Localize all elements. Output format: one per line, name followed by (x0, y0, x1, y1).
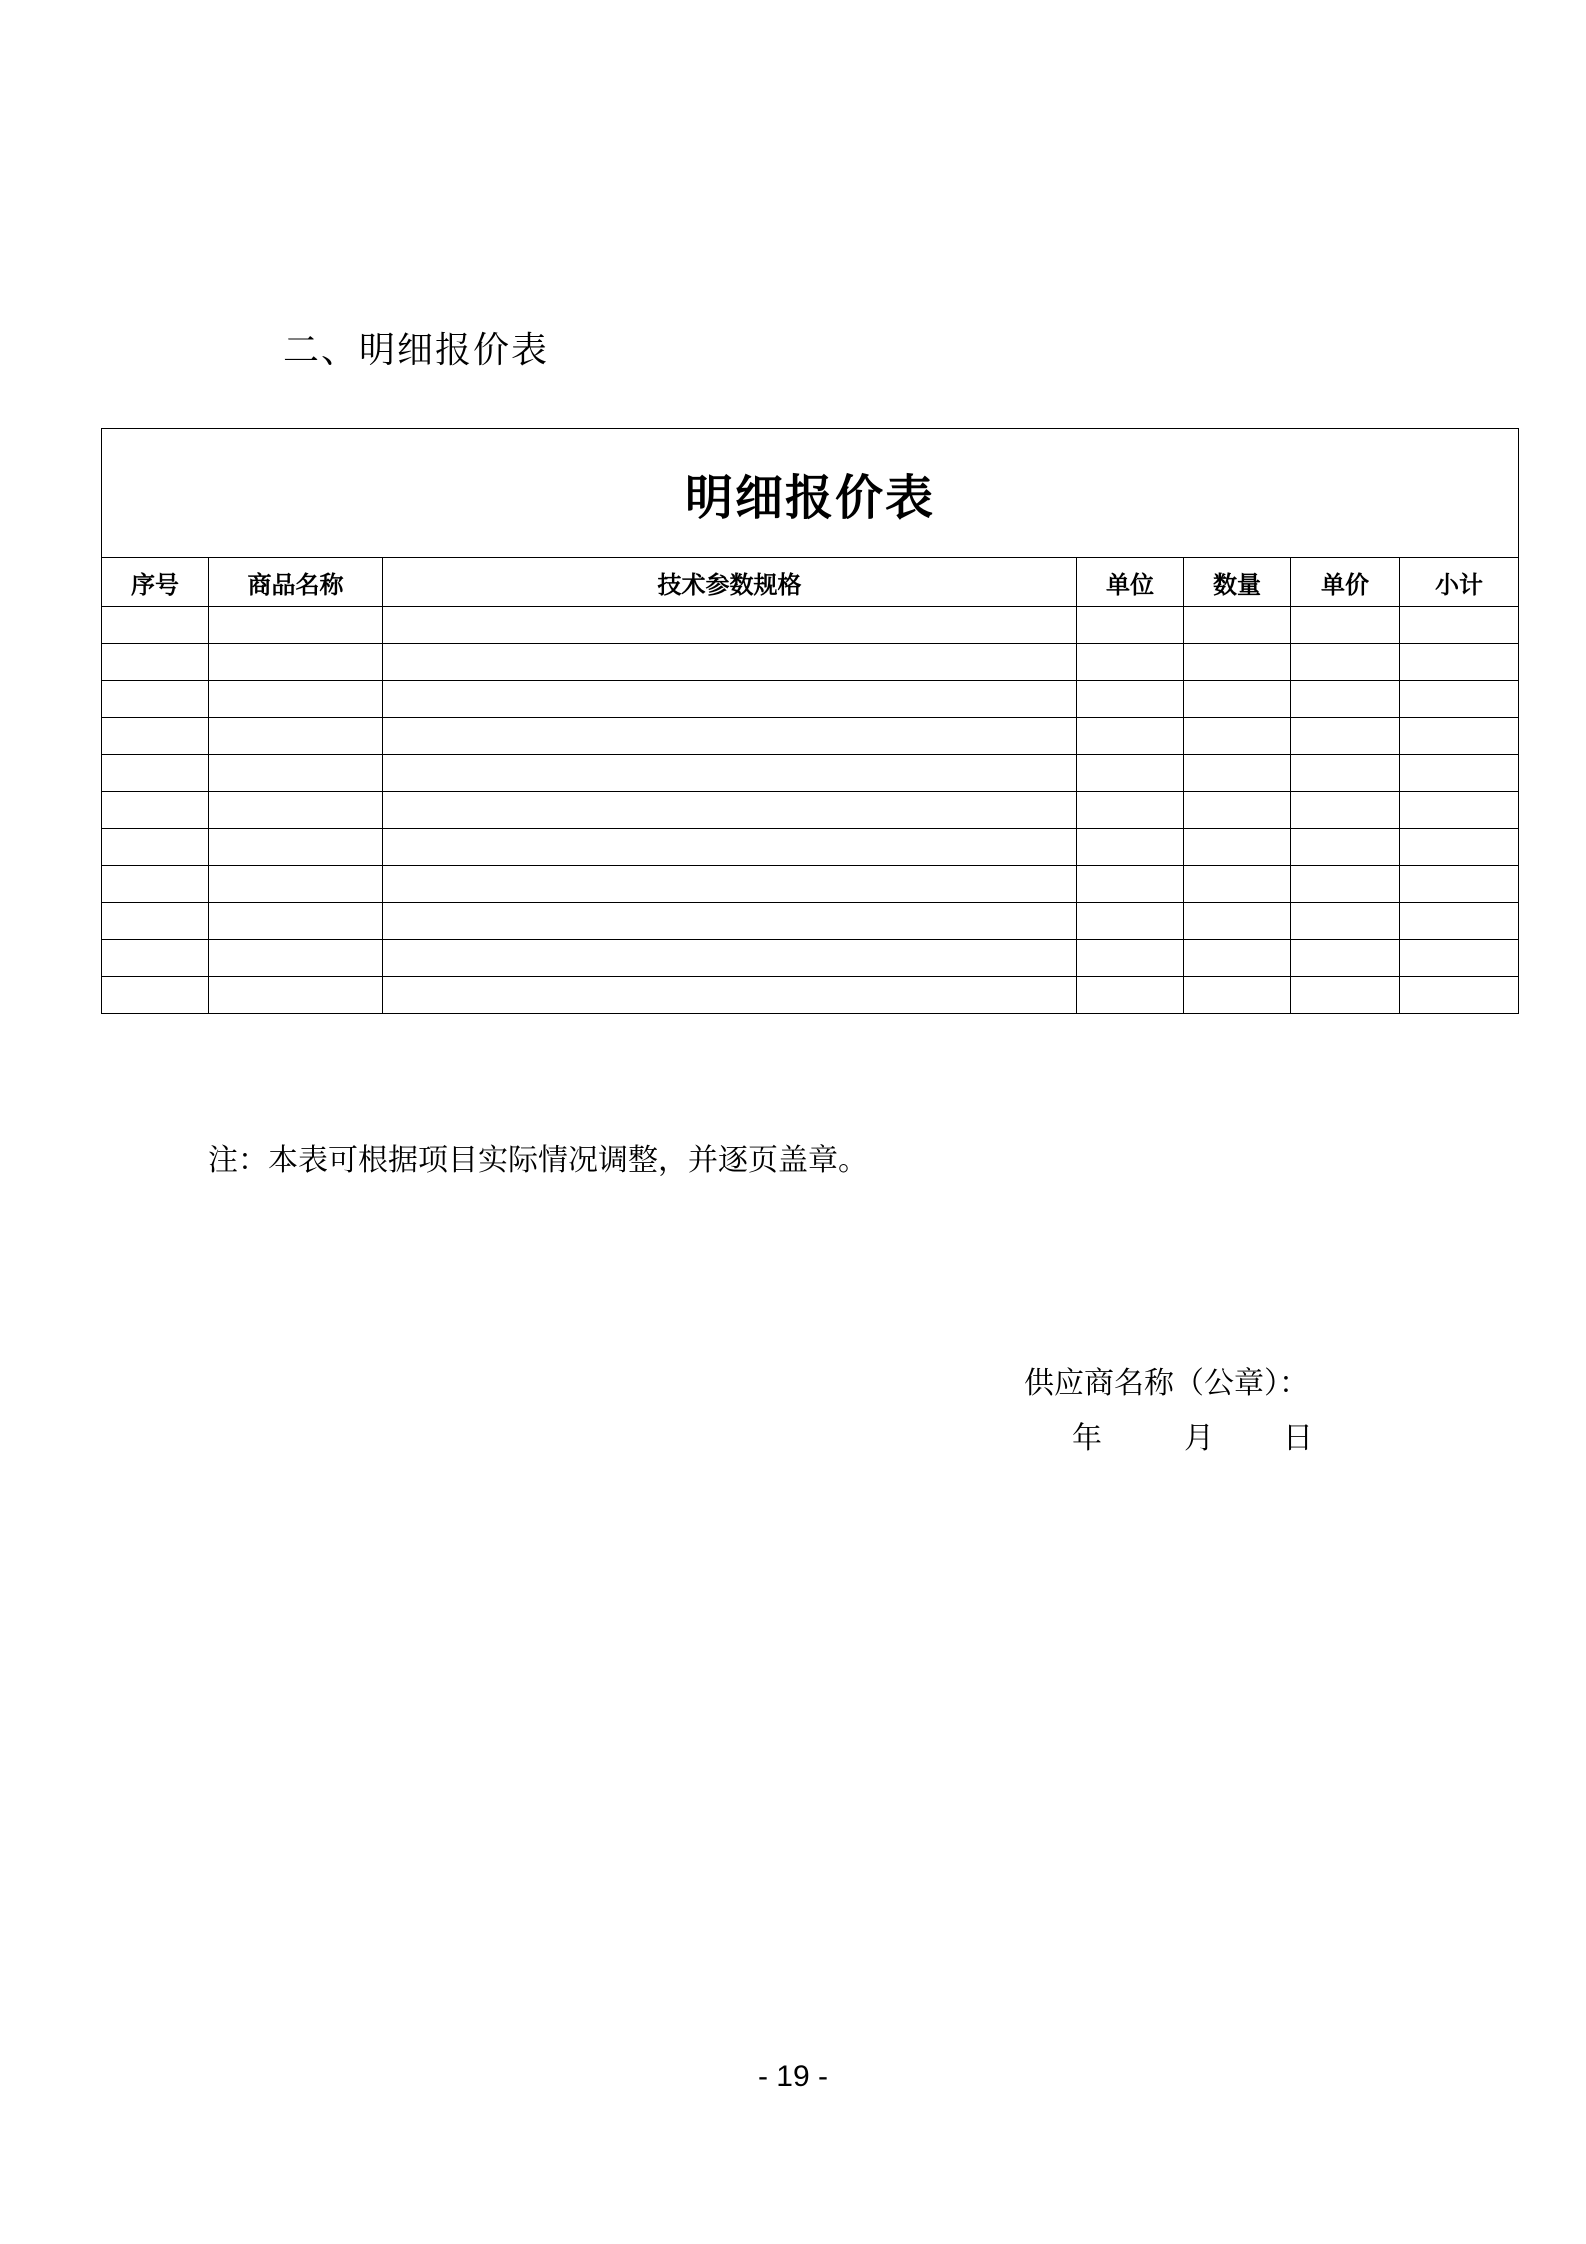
column-header-index: 序号 (102, 558, 209, 607)
table-cell[interactable] (102, 866, 209, 903)
table-cell[interactable] (1400, 792, 1519, 829)
table-body (102, 607, 1519, 1014)
table-cell[interactable] (1184, 792, 1291, 829)
table-cell[interactable] (1291, 940, 1400, 977)
table-row (102, 681, 1519, 718)
table-cell[interactable] (1400, 940, 1519, 977)
table-cell[interactable] (1184, 644, 1291, 681)
supplier-seal-label: 供应商名称（公章）： (1024, 1366, 1309, 1401)
table-cell[interactable] (1400, 866, 1519, 903)
column-header-specs: 技术参数规格 (383, 558, 1077, 607)
table-cell[interactable] (383, 755, 1077, 792)
table-cell[interactable] (1184, 718, 1291, 755)
table-cell[interactable] (383, 829, 1077, 866)
table-cell[interactable] (102, 903, 209, 940)
table-cell[interactable] (102, 644, 209, 681)
table-row (102, 977, 1519, 1014)
table-cell[interactable] (383, 681, 1077, 718)
date-day-label: 日 (1283, 1421, 1313, 1456)
table-row (102, 940, 1519, 977)
table-cell[interactable] (383, 866, 1077, 903)
table-cell[interactable] (1400, 829, 1519, 866)
table-cell[interactable] (1077, 903, 1184, 940)
table-cell[interactable] (1184, 829, 1291, 866)
table-cell[interactable] (1184, 681, 1291, 718)
table-cell[interactable] (1400, 681, 1519, 718)
table-cell[interactable] (1184, 903, 1291, 940)
table-cell[interactable] (209, 940, 383, 977)
table-cell[interactable] (209, 607, 383, 644)
table-row (102, 903, 1519, 940)
table-cell[interactable] (383, 792, 1077, 829)
table-cell[interactable] (1291, 866, 1400, 903)
table-cell[interactable] (102, 940, 209, 977)
column-header-unit: 单位 (1077, 558, 1184, 607)
column-header-subtotal: 小计 (1400, 558, 1519, 607)
date-month-label: 月 (1184, 1421, 1214, 1456)
table-cell[interactable] (102, 977, 209, 1014)
table-row (102, 792, 1519, 829)
date-year-label: 年 (1072, 1421, 1102, 1456)
table-cell[interactable] (1400, 644, 1519, 681)
table-cell[interactable] (1291, 903, 1400, 940)
table-cell[interactable] (1184, 940, 1291, 977)
table-cell[interactable] (209, 644, 383, 681)
table-cell[interactable] (102, 755, 209, 792)
table-cell[interactable] (1077, 940, 1184, 977)
column-header-unit-price: 单价 (1291, 558, 1400, 607)
table-row (102, 607, 1519, 644)
table-cell[interactable] (1291, 644, 1400, 681)
table-cell[interactable] (209, 903, 383, 940)
table-cell[interactable] (102, 718, 209, 755)
table-cell[interactable] (1077, 681, 1184, 718)
column-header-quantity: 数量 (1184, 558, 1291, 607)
table-cell[interactable] (1077, 977, 1184, 1014)
table-cell[interactable] (102, 607, 209, 644)
table-cell[interactable] (209, 681, 383, 718)
table-cell[interactable] (1291, 792, 1400, 829)
table-cell[interactable] (1400, 977, 1519, 1014)
table-cell[interactable] (102, 681, 209, 718)
table-cell[interactable] (1077, 644, 1184, 681)
table-cell[interactable] (1291, 977, 1400, 1014)
table-row (102, 718, 1519, 755)
table-cell[interactable] (383, 940, 1077, 977)
table-title: 明细报价表 (102, 429, 1519, 558)
table-row (102, 829, 1519, 866)
table-cell[interactable] (1077, 718, 1184, 755)
page-number: - 19 - (757, 2060, 829, 2093)
table-cell[interactable] (209, 829, 383, 866)
table-cell[interactable] (1400, 607, 1519, 644)
table-cell[interactable] (1291, 755, 1400, 792)
table-cell[interactable] (102, 829, 209, 866)
table-cell[interactable] (1291, 829, 1400, 866)
table-header-row (102, 558, 1519, 607)
table-cell[interactable] (1400, 903, 1519, 940)
note-text: 注：本表可根据项目实际情况调整，并逐页盖章。 (208, 1143, 868, 1178)
table-cell[interactable] (383, 977, 1077, 1014)
table-cell[interactable] (209, 718, 383, 755)
table-cell[interactable] (1184, 977, 1291, 1014)
table-cell[interactable] (1291, 681, 1400, 718)
table-cell[interactable] (1077, 607, 1184, 644)
section-heading: 二、明细报价表 (283, 330, 550, 371)
table-cell[interactable] (1077, 792, 1184, 829)
table-cell[interactable] (383, 644, 1077, 681)
table-cell[interactable] (1077, 829, 1184, 866)
table-cell[interactable] (209, 792, 383, 829)
table-cell[interactable] (1291, 607, 1400, 644)
table-cell[interactable] (1184, 866, 1291, 903)
table-row (102, 755, 1519, 792)
table-cell[interactable] (102, 792, 209, 829)
column-header-product-name: 商品名称 (209, 558, 383, 607)
table-cell[interactable] (383, 607, 1077, 644)
table-cell[interactable] (1184, 607, 1291, 644)
table-row (102, 644, 1519, 681)
table-cell[interactable] (1291, 718, 1400, 755)
table-cell[interactable] (383, 903, 1077, 940)
table-cell[interactable] (1077, 755, 1184, 792)
table-cell[interactable] (1077, 866, 1184, 903)
table-row (102, 866, 1519, 903)
table-cell[interactable] (209, 977, 383, 1014)
quote-table (101, 428, 1519, 1014)
table-cell[interactable] (209, 755, 383, 792)
table-cell[interactable] (383, 718, 1077, 755)
table-cell[interactable] (1400, 718, 1519, 755)
table-cell[interactable] (1400, 755, 1519, 792)
table-cell[interactable] (1184, 755, 1291, 792)
table-cell[interactable] (209, 866, 383, 903)
